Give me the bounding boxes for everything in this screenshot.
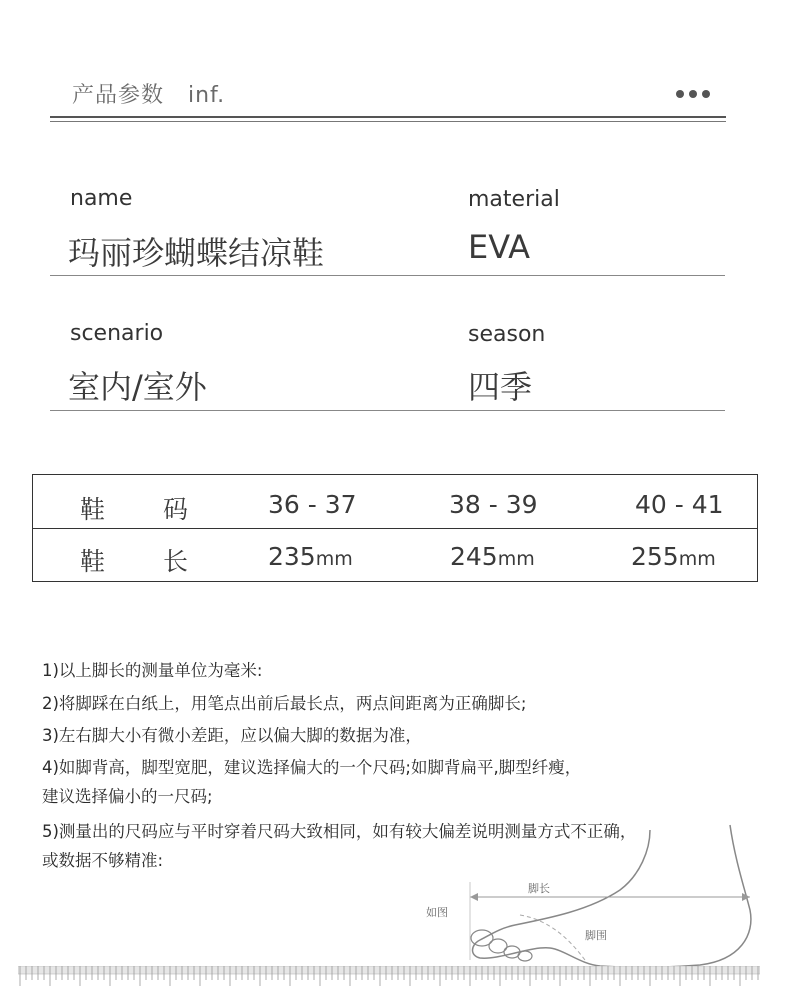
param-value-material: EVA: [468, 228, 530, 266]
param-label-material: material: [468, 187, 560, 212]
note-line: 4)如脚背高，脚型宽肥，建议选择偏大的一个尺码;如脚背扁平,脚型纤瘦，: [42, 758, 582, 777]
table-header-length: 长: [163, 547, 189, 576]
table-cell-length: 235mm: [268, 542, 353, 571]
table-cell-size: 40 - 41: [635, 490, 724, 519]
ellipsis-icon[interactable]: [676, 90, 716, 102]
table-cell-size: 36 - 37: [268, 490, 357, 519]
note-line: 1)以上脚长的测量单位为毫米:: [42, 661, 263, 680]
param-divider: [50, 410, 725, 411]
note-line: 建议选择偏小的一尺码;: [42, 787, 213, 806]
note-line: 3)左右脚大小有微小差距，应以偏大脚的数据为准，: [42, 726, 422, 745]
table-header-shoe: 鞋: [80, 547, 106, 576]
table-header-shoe: 鞋: [80, 495, 106, 524]
param-value-scenario: 室内/室外: [68, 368, 207, 406]
size-table-divider: [32, 528, 758, 529]
diagram-label-reference: 如图: [426, 906, 448, 919]
table-header-size: 码: [163, 495, 189, 524]
param-value-season: 四季: [468, 368, 533, 406]
param-label-scenario: scenario: [70, 321, 164, 346]
param-divider: [50, 275, 725, 276]
table-cell-size: 38 - 39: [449, 490, 538, 519]
table-cell-length: 255mm: [631, 542, 716, 571]
table-cell-length: 245mm: [450, 542, 535, 571]
param-label-season: season: [468, 322, 546, 347]
section-title: 产品参数 inf.: [72, 83, 226, 108]
header-divider-thin: [50, 121, 726, 122]
param-value-name: 玛丽珍蝴蝶结凉鞋: [68, 234, 325, 272]
diagram-label-length: 脚长: [528, 882, 550, 895]
param-label-name: name: [70, 186, 133, 211]
ruler: [18, 966, 760, 988]
note-line: 5)测量出的尺码应与平时穿着尺码大致相同，如有较大偏差说明测量方式不正确，: [42, 822, 637, 841]
note-line: 或数据不够精准:: [42, 851, 164, 870]
header-divider: [50, 116, 726, 118]
note-line: 2)将脚踩在白纸上，用笔点出前后最长点，两点间距离为正确脚长;: [42, 694, 527, 713]
diagram-label-girth: 脚围: [585, 929, 607, 942]
foot-diagram: [400, 820, 770, 970]
